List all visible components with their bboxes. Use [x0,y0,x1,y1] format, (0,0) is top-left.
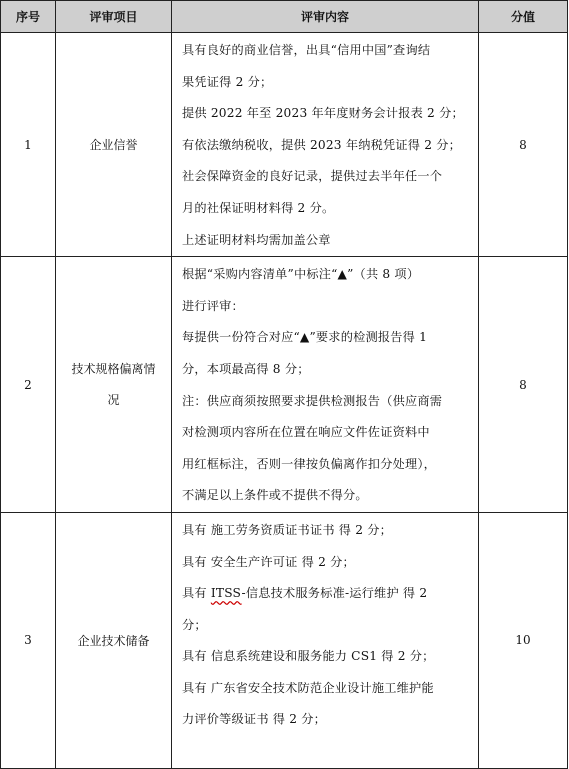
table-row [1,512,568,768]
content-line: 提供 2022 年至 2023 年年度财务会计报表 2 分； [182,106,464,121]
row-number: 2 [1,257,56,513]
content-line: 具有 安全生产许可证 得 2 分； [182,554,355,569]
row-number: 1 [1,33,56,257]
row-item-line: 况 [107,392,120,407]
header-content: 评审内容 [172,1,479,33]
row-item [56,257,172,513]
content-line: 对检测项内容所在位置在响应文件佐证资料中 [182,425,430,440]
header-row [1,1,568,33]
content-line: 社会保障资金的良好记录，提供过去半年任一个 [182,169,443,184]
content-line: 分； [182,617,207,632]
row-item: 企业信誉 [56,33,172,257]
itss-suffix: -信息技术服务标准-运行维护 得 2 [241,586,428,601]
content-line: 进行评审： [182,298,244,313]
content-line: 力评价等级证书 得 2 分； [182,712,327,727]
content-line: 月的社保证明材料得 2 分。 [182,200,335,215]
row-score: 8 [479,33,568,257]
table-row [1,33,568,257]
content-line: 具有良好的商业信誉，出具“信用中国”查询结 [182,43,431,57]
content-line: 果凭证得 2 分； [182,74,273,89]
itss-prefix: 具有 [182,586,211,601]
content-line [182,736,474,768]
row-content [172,257,479,513]
row-item: 企业技术储备 [56,512,172,768]
content-line-itss [182,578,474,610]
content-line: 具有 广东省安全技术防范企业设计施工维护能 [182,680,434,695]
content-line: 每提供一份符合对应“▲”要求的检测报告得 1 [182,330,428,345]
content-line: 有依法缴纳税收，提供 2023 年纳税凭证得 2 分； [182,137,462,152]
header-score: 分值 [479,1,568,33]
itss-word: ITSS [210,586,242,601]
row-number: 3 [1,512,56,768]
row-score: 10 [479,512,568,768]
row-content [172,33,479,257]
content-line: 分，本项最高得 8 分； [182,361,310,376]
header-no: 序号 [1,1,56,33]
content-line: 根据“采购内容清单”中标注“▲”（共 8 项） [182,267,420,282]
content-line: 具有 信息系统建设和服务能力 CS1 得 2 分； [182,649,435,664]
table-row [1,257,568,513]
row-score: 8 [479,257,568,513]
row-content [172,512,479,768]
header-item: 评审项目 [56,1,172,33]
content-line: 具有 施工劳务资质证书证书 得 2 分； [182,522,393,537]
content-line: 用红框标注，否则一律按负偏离作扣分处理）， [182,456,437,471]
content-line: 上述证明材料均需加盖公章 [182,232,331,247]
content-line: 注：供应商须按照要求提供检测报告（供应商需 [182,393,443,408]
content-line: 不满足以上条件或不提供不得分。 [182,488,368,503]
row-item-line: 技术规格偏离情 [71,361,156,376]
